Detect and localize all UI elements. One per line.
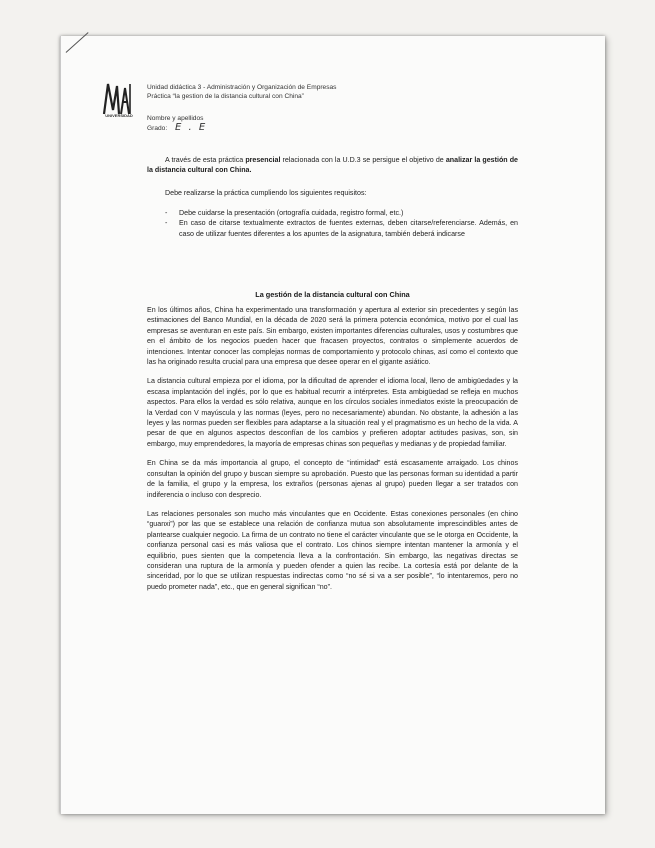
list-item: - En caso de citarse textualmente extractos de fuentes externas, deben citarse/referenciarse. Además, en caso de utilizar fuentes diferentes a los apuntes de la asignatura, también deberá indicarse — [165, 218, 518, 239]
grade-label: Grado: — [147, 124, 168, 132]
intro-bold-presencial: presencial — [245, 156, 281, 164]
student-info — [147, 115, 207, 134]
intro-text-b: relacionada con la U.D.3 se persigue el objetivo de — [280, 156, 446, 164]
requirements-title: Debe realizarse la práctica cumpliendo los siguientes requisitos: — [165, 189, 367, 197]
unit-title: Unidad didáctica 3 - Administración y Organización de Empresas — [147, 84, 337, 91]
main-text — [147, 305, 518, 601]
grade-row — [147, 121, 208, 134]
grade-handwritten-value: E . E — [175, 121, 208, 133]
intro-text-a: A través de esta práctica — [165, 156, 246, 164]
logo-caption: UNIVERSIDAD — [105, 113, 133, 118]
practice-title: Práctica “la gestion de la distancia cultural con China” — [147, 92, 304, 100]
name-label: Nombre y apellidos — [147, 115, 204, 122]
paragraph-2: La distancia cultural empieza por el idioma, por la dificultad de aprender el idioma local, lleno de ambigüedades y la escasa implantación del inglés, por lo que es habitual recurrir a intérpretes. Esta ambigüedad se refleja en muchos aspectos. Para ellos la verdad es sólo relativa, aunque en los círculos sociales inmediatos existe la preocupación de la Verdad con V mayúscula y las normas (leyes, pero no necesariamente) abundan. No obstante, la adhesión a las leyes y las normas pueden ser flexibles para adaptarse a la situación real y el pragmatismo es un hecho de la vida. A pesar de que en algunos aspectos desconfían de los cambios y prefieren adoptar actitudes pasivas, son, sin embargo, muy emprendedores, la mayoría de empresas chinas son pequeñas y medianas y de propiedad familiar. — [147, 377, 518, 448]
paragraph-1: En los últimos años, China ha experimentado una transformación y apertura al exterior sin precedentes y según las estimaciones del Banco Mundial, en la década de 2020 será la primera potencia económica, motivo por el cual las empresas se aventuran en este país. Sin embargo, existen importantes diferencias culturales, usos y costumbres que en el ámbito de los negocios pueden hacer que fracasen proyectos, contratos o simplemente acuerdos de intenciones. Intentar conocer las complejas normas de comportamiento y protocolo chinas, así como el contexto que las ha originado resulta crucial para una empresa que desee operar en el gigante asiático. — [147, 306, 518, 367]
section-title: La gestión de la distancia cultural con China — [255, 290, 410, 299]
intro-paragraph — [147, 155, 518, 176]
paragraph-3: En China se da más importancia al grupo, el concepto de “intimidad” está escasamente arraigado. Los chinos consultan la opinión del grupo y buscan siempre su aprobación. Puesto que las personas forman su identidad a partir de la familia, el grupo y la empresa, los extraños (personas ajenas al grupo) pueden llegar a ser tratados con indiferencia o incluso con desprecio. — [147, 459, 518, 499]
requirements-list — [165, 208, 518, 239]
intro-bold-objective: analizar la gestión de la distancia cultural con China. — [147, 156, 518, 175]
paragraph-4: Las relaciones personales son mucho más vinculantes que en Occidente. Estas conexiones personales (en chino “guanxi”) por las que se establece una relación de confianza mutua son absolutamente imprescindibles antes de plantearse cualquier negocio. La firma de un contrato no tiene el carácter vinculante que se le otorga en Occidente, la confianza personal casi es más valiosa que el contrato. Los chinos siempre intentan mantener la armonía y el equilibrio, pues sienten que la competencia lleva a la confrontación. Sin embargo, las negativas directas se consideran una ruptura de la armonía y pueden ofender a quien las recibe. La cortesía está por delante de la sinceridad, por lo que se utilizan respuestas indirectas como “no sé si va a ser posible”, “lo intentaremos, pero no puedo prometer nada”, etc., que en general significan “no”. — [147, 509, 518, 591]
document-header — [147, 84, 336, 101]
list-item: - Debe cuidarse la presentación (ortografía cuidada, registro formal, etc.) — [165, 208, 518, 218]
